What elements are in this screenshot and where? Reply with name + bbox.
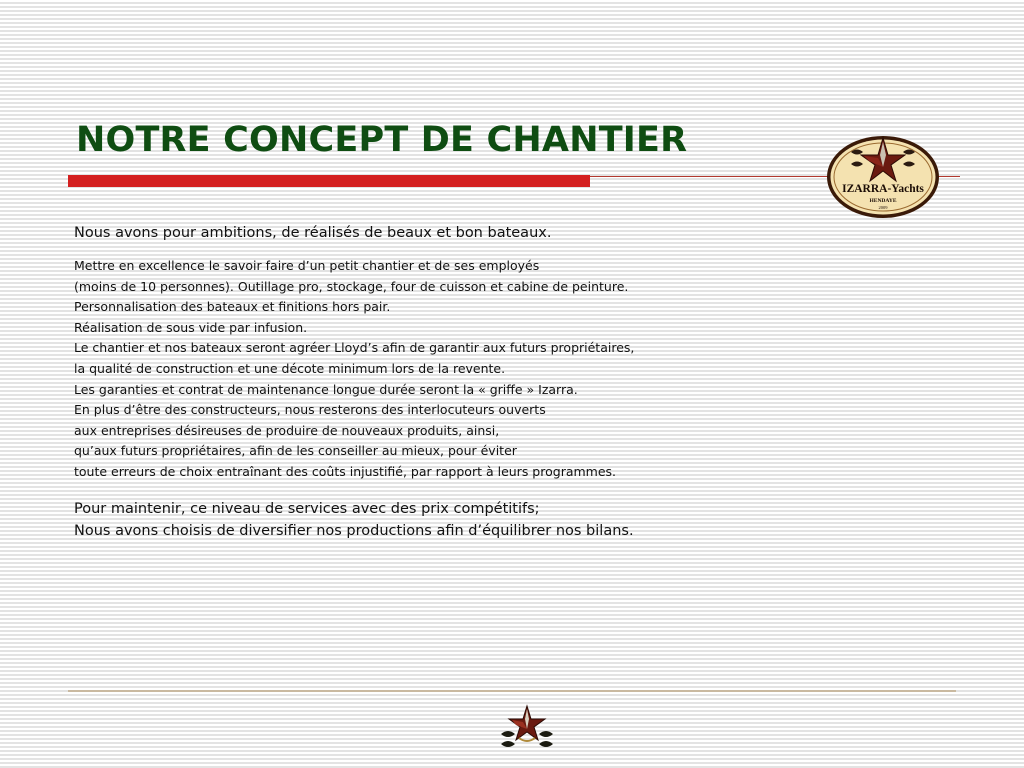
body-line: Les garanties et contrat de maintenance longue durée seront la « griffe » Izarra. <box>74 381 578 397</box>
footer-star-icon <box>497 704 557 750</box>
body-line: aux entreprises désireuses de produire de nouveaux produits, ainsi, <box>74 422 500 438</box>
closing-line: Pour maintenir, ce niveau de services avec des prix compétitifs; <box>74 500 540 517</box>
body-line: En plus d’être des constructeurs, nous resterons des interlocuteurs ouverts <box>74 402 546 418</box>
logo-year: 2009 <box>878 205 888 210</box>
body-line: Personnalisation des bateaux et finitions hors pair. <box>74 299 391 315</box>
body-line: Réalisation de sous vide par infusion. <box>74 319 308 335</box>
izarra-yachts-logo <box>825 134 941 220</box>
slide-body <box>74 222 954 542</box>
logo-name: IZARRA-Yachts <box>842 183 924 195</box>
body-line: Le chantier et nos bateaux seront agréer Lloyd’s afin de garantir aux futurs propriétaires, <box>74 340 635 356</box>
body-line: qu’aux futurs propriétaires, afin de les conseiller au mieux, pour éviter <box>74 443 517 459</box>
body-line: Mettre en excellence le savoir faire d’un petit chantier et de ses employés <box>74 258 540 273</box>
intro-line: Nous avons pour ambitions, de réalisés de beaux et bon bateaux. <box>74 225 552 241</box>
title-accent-bar <box>68 175 590 187</box>
closing-line: Nous avons choisis de diversifier nos productions afin d’équilibrer nos bilans. <box>74 522 634 539</box>
logo-city: HENDAYE <box>869 198 897 204</box>
body-line: toute erreurs de choix entraînant des coûts injustifié, par rapport à leurs programmes. <box>74 463 617 479</box>
body-line: la qualité de construction et une décote minimum lors de la revente. <box>74 360 506 376</box>
slide-title: NOTRE CONCEPT DE CHANTIER <box>76 120 688 160</box>
footer-divider <box>68 690 956 692</box>
body-line: (moins de 10 personnes). Outillage pro, stockage, four de cuisson et cabine de peinture. <box>74 278 629 294</box>
